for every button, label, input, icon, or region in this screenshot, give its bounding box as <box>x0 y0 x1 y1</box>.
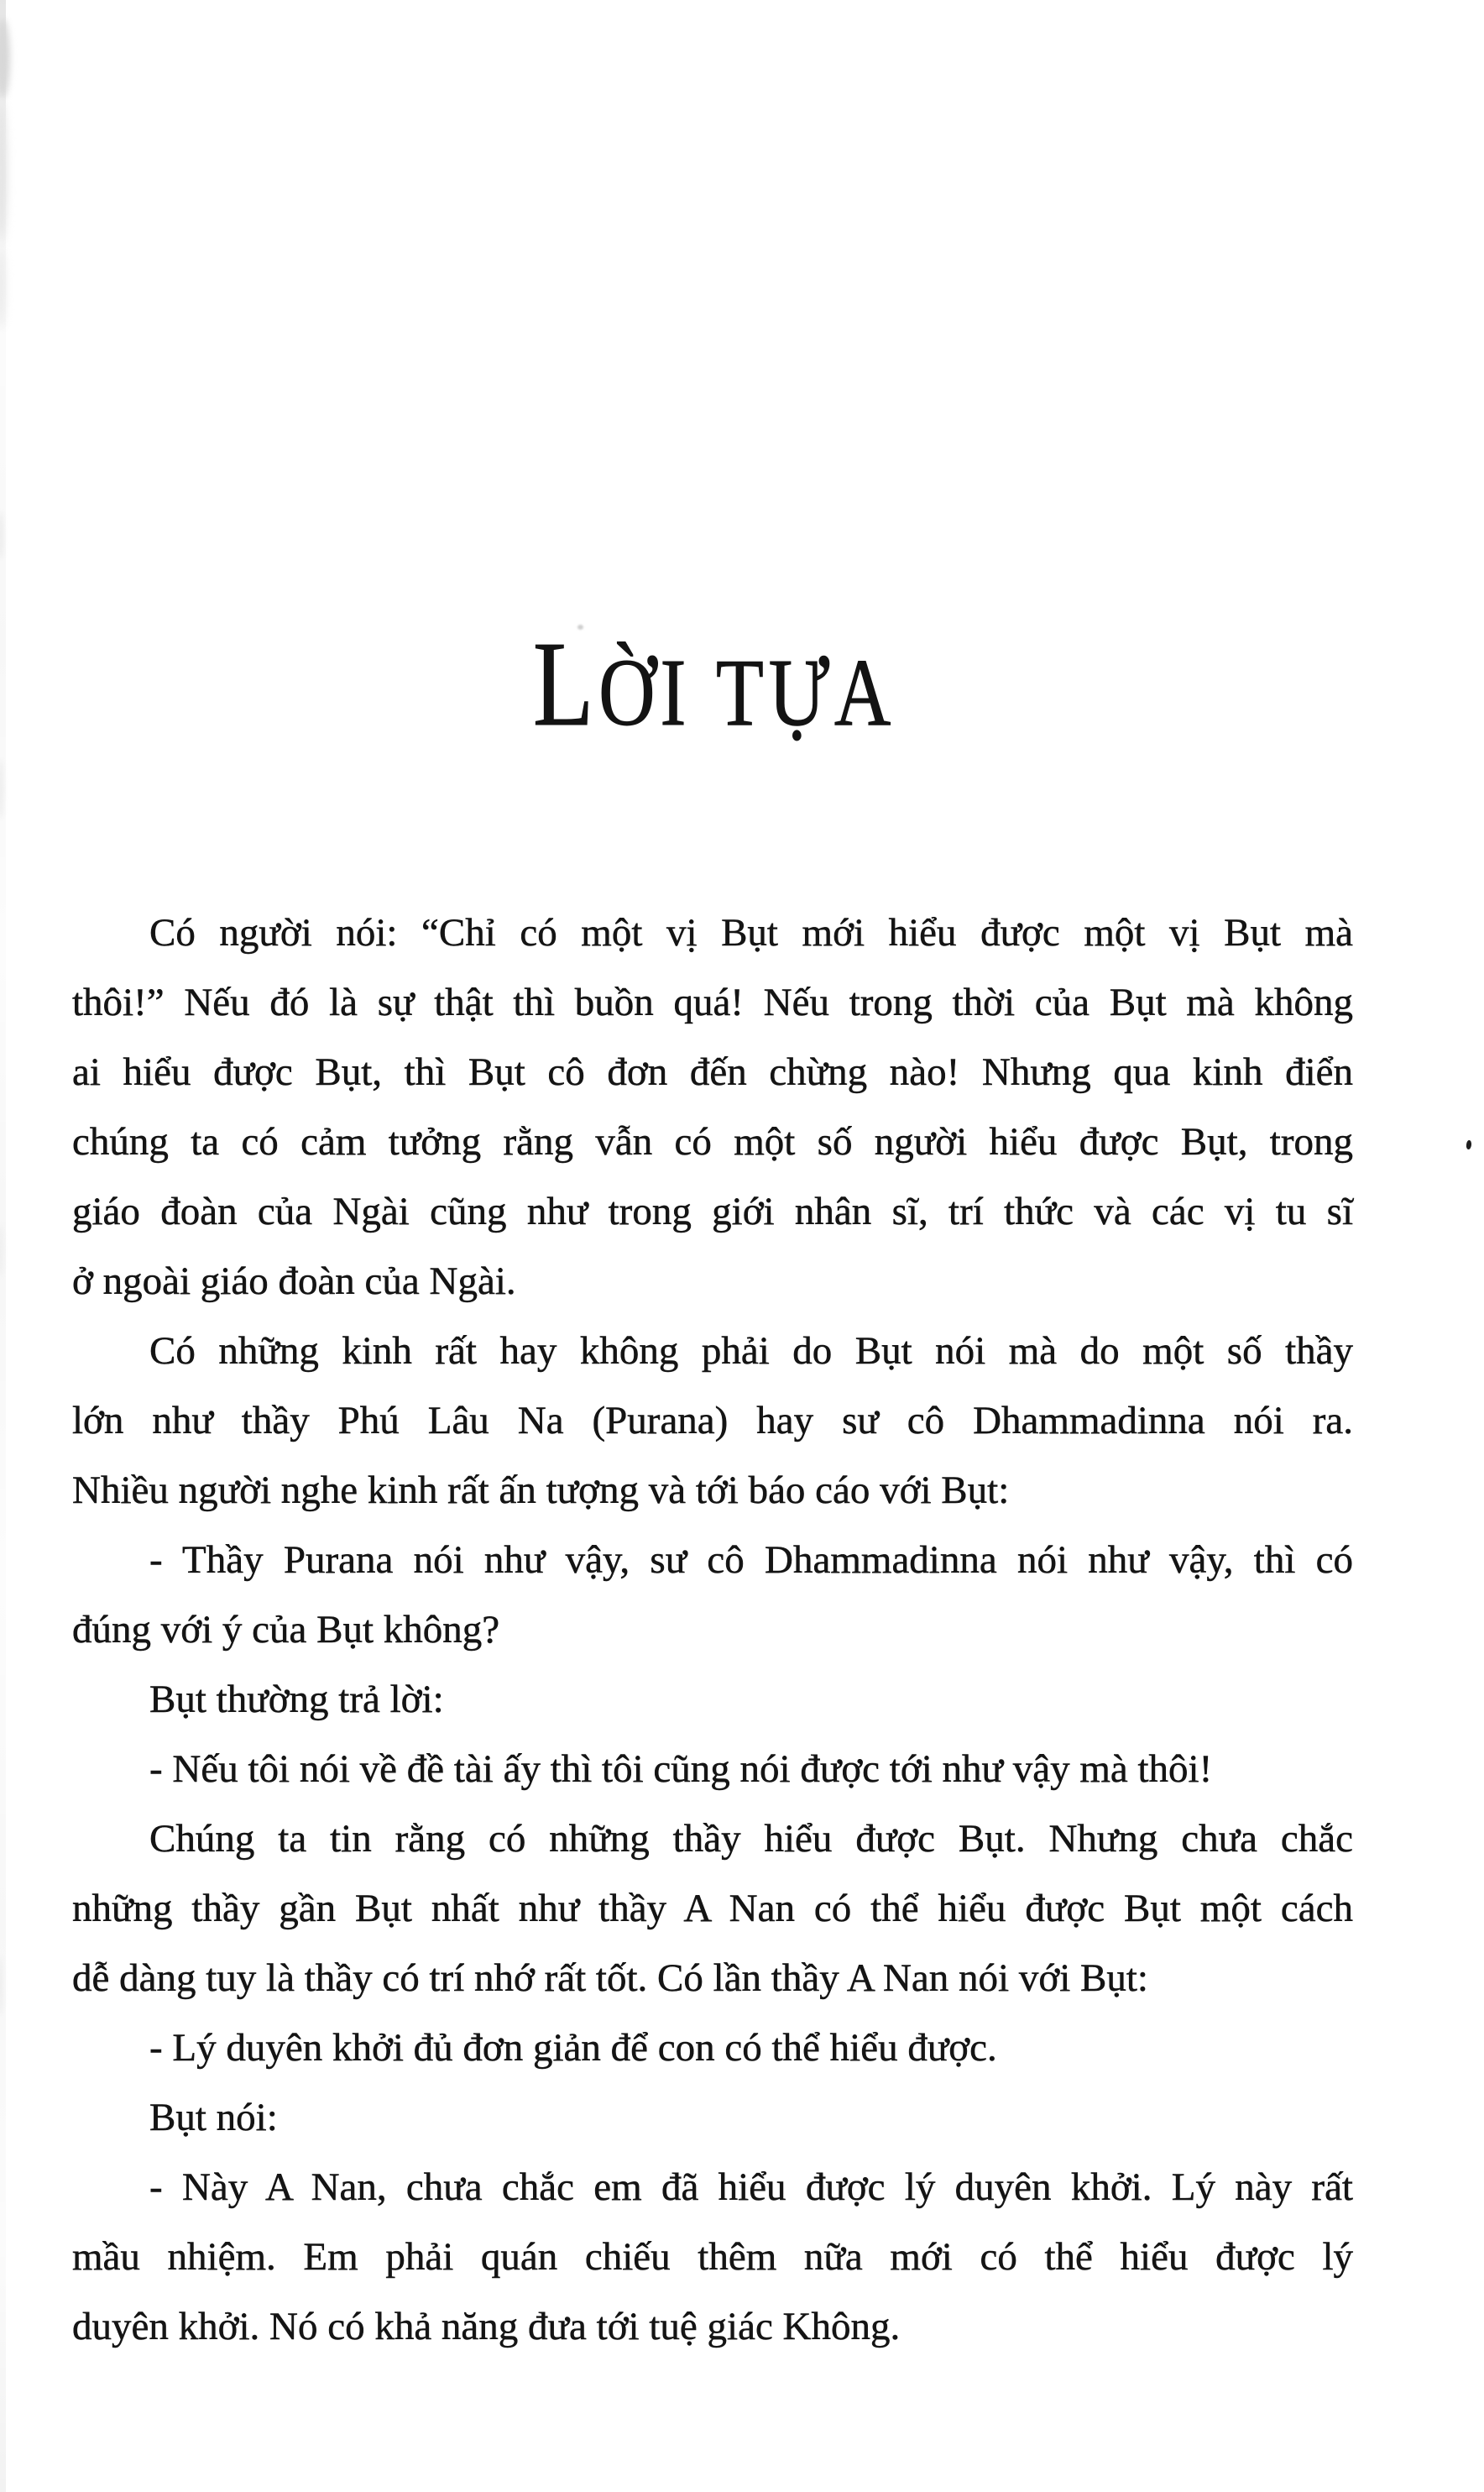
text-line: Bụt thường trả lời: <box>149 1678 444 1721</box>
text-line: những thầy gần Bụt nhất như thầy A Nan có thể hiểu được Bụt một cách <box>72 1887 1353 1930</box>
paragraph <box>72 1317 1353 1526</box>
title-word1-initial: L <box>532 617 599 751</box>
paragraph <box>72 2153 1353 2362</box>
text-line: giáo đoàn của Ngài cũng như trong giới nhân sĩ, trí thức và các vị tu sĩ <box>72 1190 1353 1233</box>
text-line: Có người nói: “Chỉ có một vị Bụt mới hiểu được một vị Bụt mà <box>149 911 1353 955</box>
paragraph <box>72 898 1353 1317</box>
text-line: ai hiểu được Bụt, thì Bụt cô đơn đến chừng nào! Nhưng qua kinh điển <box>72 1050 1353 1094</box>
text-line: thôi!” Nếu đó là sự thật thì buồn quá! Nếu trong thời của Bụt mà không <box>72 981 1353 1024</box>
text-line: lớn như thầy Phú Lâu Na (Purana) hay sư cô Dhammadinna nói ra. <box>72 1399 1353 1442</box>
text-line: duyên khởi. Nó có khả năng đưa tới tuệ giác Không. <box>72 2305 901 2348</box>
text-line: Nhiều người nghe kinh rất ấn tượng và tới báo cáo với Bụt: <box>72 1468 1010 1512</box>
text-line: Bụt nói: <box>149 2096 278 2139</box>
text-line: - Nếu tôi nói về đề tài ấy thì tôi cũng nói được tới như vậy mà thôi! <box>149 1747 1213 1791</box>
paragraph <box>72 1665 1353 1735</box>
preface-text <box>72 898 1353 2362</box>
text-line: - Thầy Purana nói như vậy, sư cô Dhammadinna nói như vậy, thì có <box>149 1538 1353 1582</box>
title-word1-rest: ỜI <box>598 639 692 746</box>
paragraph <box>72 2083 1353 2153</box>
paragraph <box>72 1735 1353 1804</box>
text-line: chúng ta có cảm tưởng rằng vẫn có một số người hiểu được Bụt, trong <box>72 1120 1353 1164</box>
text-line: - Lý duyên khởi đủ đơn giản để con có thể hiểu được. <box>149 2026 997 2070</box>
page-title <box>106 617 1323 777</box>
text-line: - Này A Nan, chưa chắc em đã hiểu được lý duyên khởi. Lý này rất <box>149 2165 1353 2209</box>
text-line: Có những kinh rất hay không phải do Bụt nói mà do một số thầy <box>149 1329 1353 1373</box>
scan-smudge <box>0 18 10 98</box>
text-line: ở ngoài giáo đoàn của Ngài. <box>72 1259 516 1303</box>
paragraph <box>72 2013 1353 2083</box>
paragraph <box>72 1804 1353 2013</box>
title-word2: TỰA <box>715 639 896 746</box>
text-line: đúng với ý của Bụt không? <box>72 1608 500 1652</box>
paragraph <box>72 1526 1353 1665</box>
text-line: Chúng ta tin rằng có những thầy hiểu được Bụt. Nhưng chưa chắc <box>149 1817 1353 1861</box>
text-line: dễ dàng tuy là thầy có trí nhớ rất tốt. Có lần thầy A Nan nói với Bụt: <box>72 1956 1148 2000</box>
ink-speck <box>1466 1140 1471 1150</box>
text-line: mầu nhiệm. Em phải quán chiếu thêm nữa mới có thể hiểu được lý <box>72 2235 1353 2279</box>
